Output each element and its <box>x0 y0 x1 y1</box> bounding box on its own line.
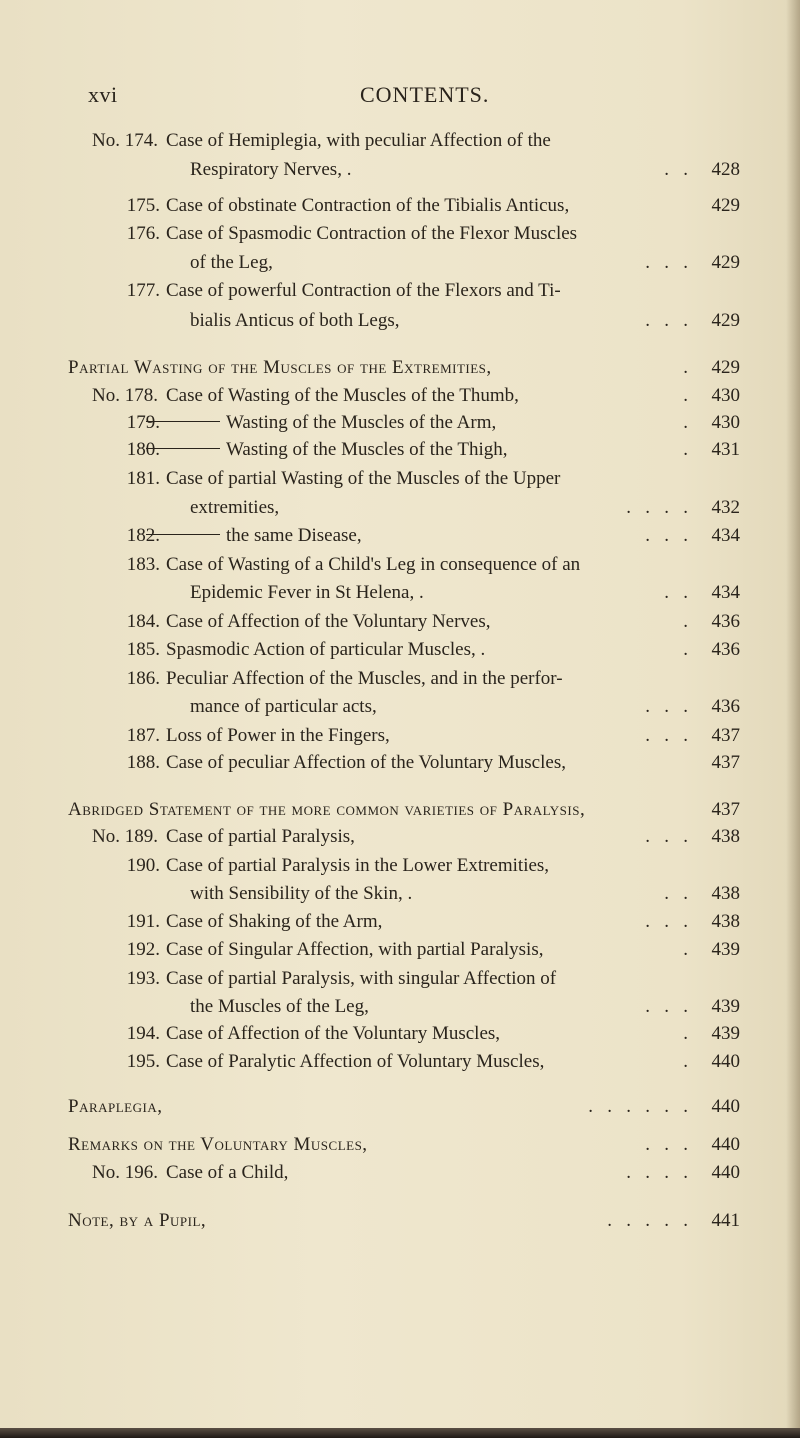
contents-entry <box>0 157 800 183</box>
page-header <box>0 82 800 112</box>
entry-text: Case of Shaking of the Arm, <box>166 911 383 932</box>
contents-entry <box>0 881 800 907</box>
entry-number: 184. <box>126 611 160 632</box>
entry-text: of the Leg, <box>190 252 273 273</box>
section-heading: Paraplegia, <box>68 1096 163 1117</box>
section-heading-line <box>0 1208 800 1234</box>
contents-entry <box>0 308 800 334</box>
section-heading: Partial Wasting of the Muscles of the Extremities, <box>68 357 492 378</box>
leader-dots: . . . . <box>626 497 688 518</box>
entry-text: Case of Affection of the Voluntary Muscles, <box>166 1023 501 1044</box>
entry-number: 176. <box>126 223 160 244</box>
contents-entry <box>0 723 800 749</box>
entry-number: 193. <box>126 968 160 989</box>
entry-text: Case of partial Paralysis in the Lower Extremities, <box>166 855 550 876</box>
contents-entry <box>0 824 800 850</box>
entry-text: Case of peculiar Affection of the Voluntary Muscles, <box>166 752 566 773</box>
page-number: 429 <box>711 357 740 378</box>
ditto-dash <box>146 448 220 449</box>
entry-number: 186. <box>126 668 160 689</box>
entry-text-group <box>140 523 362 549</box>
contents-entry <box>0 523 800 549</box>
page-number: 436 <box>711 696 740 717</box>
contents-entry <box>0 909 800 935</box>
entry-number: 177. <box>126 280 160 301</box>
page-number: 439 <box>711 996 740 1017</box>
entry-number: 183. <box>126 554 160 575</box>
page-number: 440 <box>711 1096 740 1117</box>
page-number: 439 <box>711 939 740 960</box>
contents-entry <box>0 193 800 219</box>
page-number: 430 <box>711 412 740 433</box>
leader-dots: . <box>683 639 688 660</box>
contents-entry <box>0 853 800 879</box>
leader-dots: . . <box>664 883 688 904</box>
ditto-dash <box>146 421 220 422</box>
entry-text: Case of partial Paralysis, with singular Affection of <box>166 968 557 989</box>
page-number: 428 <box>711 159 740 180</box>
entry-text: Case of Spasmodic Contraction of the Flexor Muscles <box>166 223 578 244</box>
entry-number: 188. <box>126 752 160 773</box>
entry-text: Peculiar Affection of the Muscles, and in the perfor- <box>166 668 563 689</box>
page-number: 429 <box>711 310 740 331</box>
entry-number: 175. <box>126 195 160 216</box>
entry-text: Case of obstinate Contraction of the Tibialis Anticus, <box>166 195 570 216</box>
leader-dots: . <box>683 412 688 433</box>
leader-dots: . . . <box>645 725 688 746</box>
leader-dots: . <box>683 1023 688 1044</box>
leader-dots: . . . . <box>626 1162 688 1183</box>
leader-dots: . <box>683 611 688 632</box>
leader-dots: . <box>683 939 688 960</box>
section-heading: Remarks on the Voluntary Muscles, <box>68 1134 368 1155</box>
page-number: 438 <box>711 911 740 932</box>
entry-text: extremities, <box>190 497 280 518</box>
leader-dots: . . <box>664 582 688 603</box>
contents-entry <box>0 495 800 521</box>
entry-number: 194. <box>126 1023 160 1044</box>
page-number: 437 <box>711 752 740 773</box>
section-heading-line <box>0 797 800 823</box>
entry-text: Loss of Power in the Fingers, <box>166 725 390 746</box>
page-number: 440 <box>711 1134 740 1155</box>
contents-entry <box>0 694 800 720</box>
leader-dots: . <box>683 1051 688 1072</box>
entry-text: Case of Wasting of the Muscles of the Thumb, <box>166 385 519 406</box>
entry-text: Case of Wasting of a Child's Leg in consequence of an <box>166 554 581 575</box>
page-number: 437 <box>711 725 740 746</box>
contents-entry <box>0 609 800 635</box>
entry-number: 181. <box>126 468 160 489</box>
entry-text: Case of Affection of the Voluntary Nerves, <box>166 611 491 632</box>
entry-number: No. 178. <box>92 385 158 406</box>
entry-text: Wasting of the Muscles of the Arm, <box>226 412 497 433</box>
leader-dots: . . . <box>645 310 688 331</box>
contents-entry <box>0 637 800 663</box>
page-number: 438 <box>711 826 740 847</box>
leader-dots: . <box>683 357 688 378</box>
entry-number: No. 174. <box>92 130 158 151</box>
entry-number: No. 189. <box>92 826 158 847</box>
entry-number: 192. <box>126 939 160 960</box>
page-number: 434 <box>711 582 740 603</box>
section-heading-line <box>0 355 800 381</box>
contents-entry <box>0 1160 800 1186</box>
entry-number: 187. <box>126 725 160 746</box>
contents-entry <box>0 994 800 1020</box>
page-number: 439 <box>711 1023 740 1044</box>
leader-dots: . . . <box>645 826 688 847</box>
leader-dots: . . . <box>645 1134 688 1155</box>
page-number: 438 <box>711 883 740 904</box>
page-number: 441 <box>711 1210 740 1231</box>
entry-text: Spasmodic Action of particular Muscles, . <box>166 639 486 660</box>
entry-number: 179. <box>126 412 160 433</box>
page-number: 429 <box>711 195 740 216</box>
leader-dots: . . . <box>645 525 688 546</box>
contents-entry <box>0 966 800 992</box>
contents-entry <box>0 128 800 154</box>
contents-entry <box>0 1021 800 1047</box>
contents-entry <box>0 750 800 776</box>
contents-entry <box>0 278 800 304</box>
entry-number: 185. <box>126 639 160 660</box>
entry-number: 182. <box>126 525 160 546</box>
page-number: 436 <box>711 639 740 660</box>
page-number: 440 <box>711 1051 740 1072</box>
entry-text: with Sensibility of the Skin, . <box>190 883 413 904</box>
entry-text: Case of Singular Affection, with partial Paralysis, <box>166 939 544 960</box>
section-heading-line <box>0 1094 800 1120</box>
entry-text: Case of Hemiplegia, with peculiar Affection of the <box>166 130 551 151</box>
page-number: 434 <box>711 525 740 546</box>
entry-text: Case of Paralytic Affection of Voluntary Muscles, <box>166 1051 545 1072</box>
contents-entry <box>0 437 800 463</box>
contents-entry <box>0 1049 800 1075</box>
entry-number: 190. <box>126 855 160 876</box>
contents-entry <box>0 466 800 492</box>
bottom-dark-band <box>0 1428 800 1438</box>
contents-entry <box>0 410 800 436</box>
page-number: 440 <box>711 1162 740 1183</box>
page-number: 436 <box>711 611 740 632</box>
section-heading-line <box>0 1132 800 1158</box>
leader-dots: . <box>683 439 688 460</box>
entry-text: Epidemic Fever in St Helena, . <box>190 582 424 603</box>
entry-number: 180. <box>126 439 160 460</box>
contents-entry <box>0 580 800 606</box>
page-number: 437 <box>711 799 740 820</box>
ditto-dash <box>146 534 220 535</box>
entry-text-group <box>140 410 496 436</box>
contents-entry <box>0 250 800 276</box>
leader-dots: . . . <box>645 996 688 1017</box>
entry-number: No. 196. <box>92 1162 158 1183</box>
entry-text: Case of a Child, <box>166 1162 289 1183</box>
entry-text: Case of partial Wasting of the Muscles of the Upper <box>166 468 561 489</box>
page-number: 430 <box>711 385 740 406</box>
entry-number: 191. <box>126 911 160 932</box>
leader-dots: . . . <box>645 696 688 717</box>
contents-entry <box>0 666 800 692</box>
entry-number: 195. <box>126 1051 160 1072</box>
contents-entry <box>0 937 800 963</box>
leader-dots: . . <box>664 159 688 180</box>
page-number: 432 <box>711 497 740 518</box>
contents-entry <box>0 383 800 409</box>
entry-text: Case of powerful Contraction of the Flexors and Ti- <box>166 280 561 301</box>
contents-entry <box>0 552 800 578</box>
page-number: 431 <box>711 439 740 460</box>
running-title: CONTENTS. <box>360 82 490 107</box>
entry-text: mance of particular acts, <box>190 696 377 717</box>
page-number: 429 <box>711 252 740 273</box>
page-folio: xvi <box>88 82 118 107</box>
section-heading: Note, by a Pupil, <box>68 1210 207 1231</box>
entry-text: Case of partial Paralysis, <box>166 826 355 847</box>
leader-dots: . . . . . . <box>588 1096 688 1117</box>
leader-dots: . <box>683 385 688 406</box>
leader-dots: . . . . . <box>607 1210 688 1231</box>
leader-dots: . . . <box>645 252 688 273</box>
entry-text: bialis Anticus of both Legs, <box>190 310 400 331</box>
entry-text: the same Disease, <box>226 525 362 546</box>
entry-text-group <box>140 437 508 463</box>
leader-dots: . . . <box>645 911 688 932</box>
entry-text: Respiratory Nerves, . <box>190 159 352 180</box>
entry-text: the Muscles of the Leg, <box>190 996 369 1017</box>
section-heading: Abridged Statement of the more common varieties of Paralysis, <box>68 799 586 820</box>
entry-text: Wasting of the Muscles of the Thigh, <box>226 439 508 460</box>
contents-entry <box>0 221 800 247</box>
